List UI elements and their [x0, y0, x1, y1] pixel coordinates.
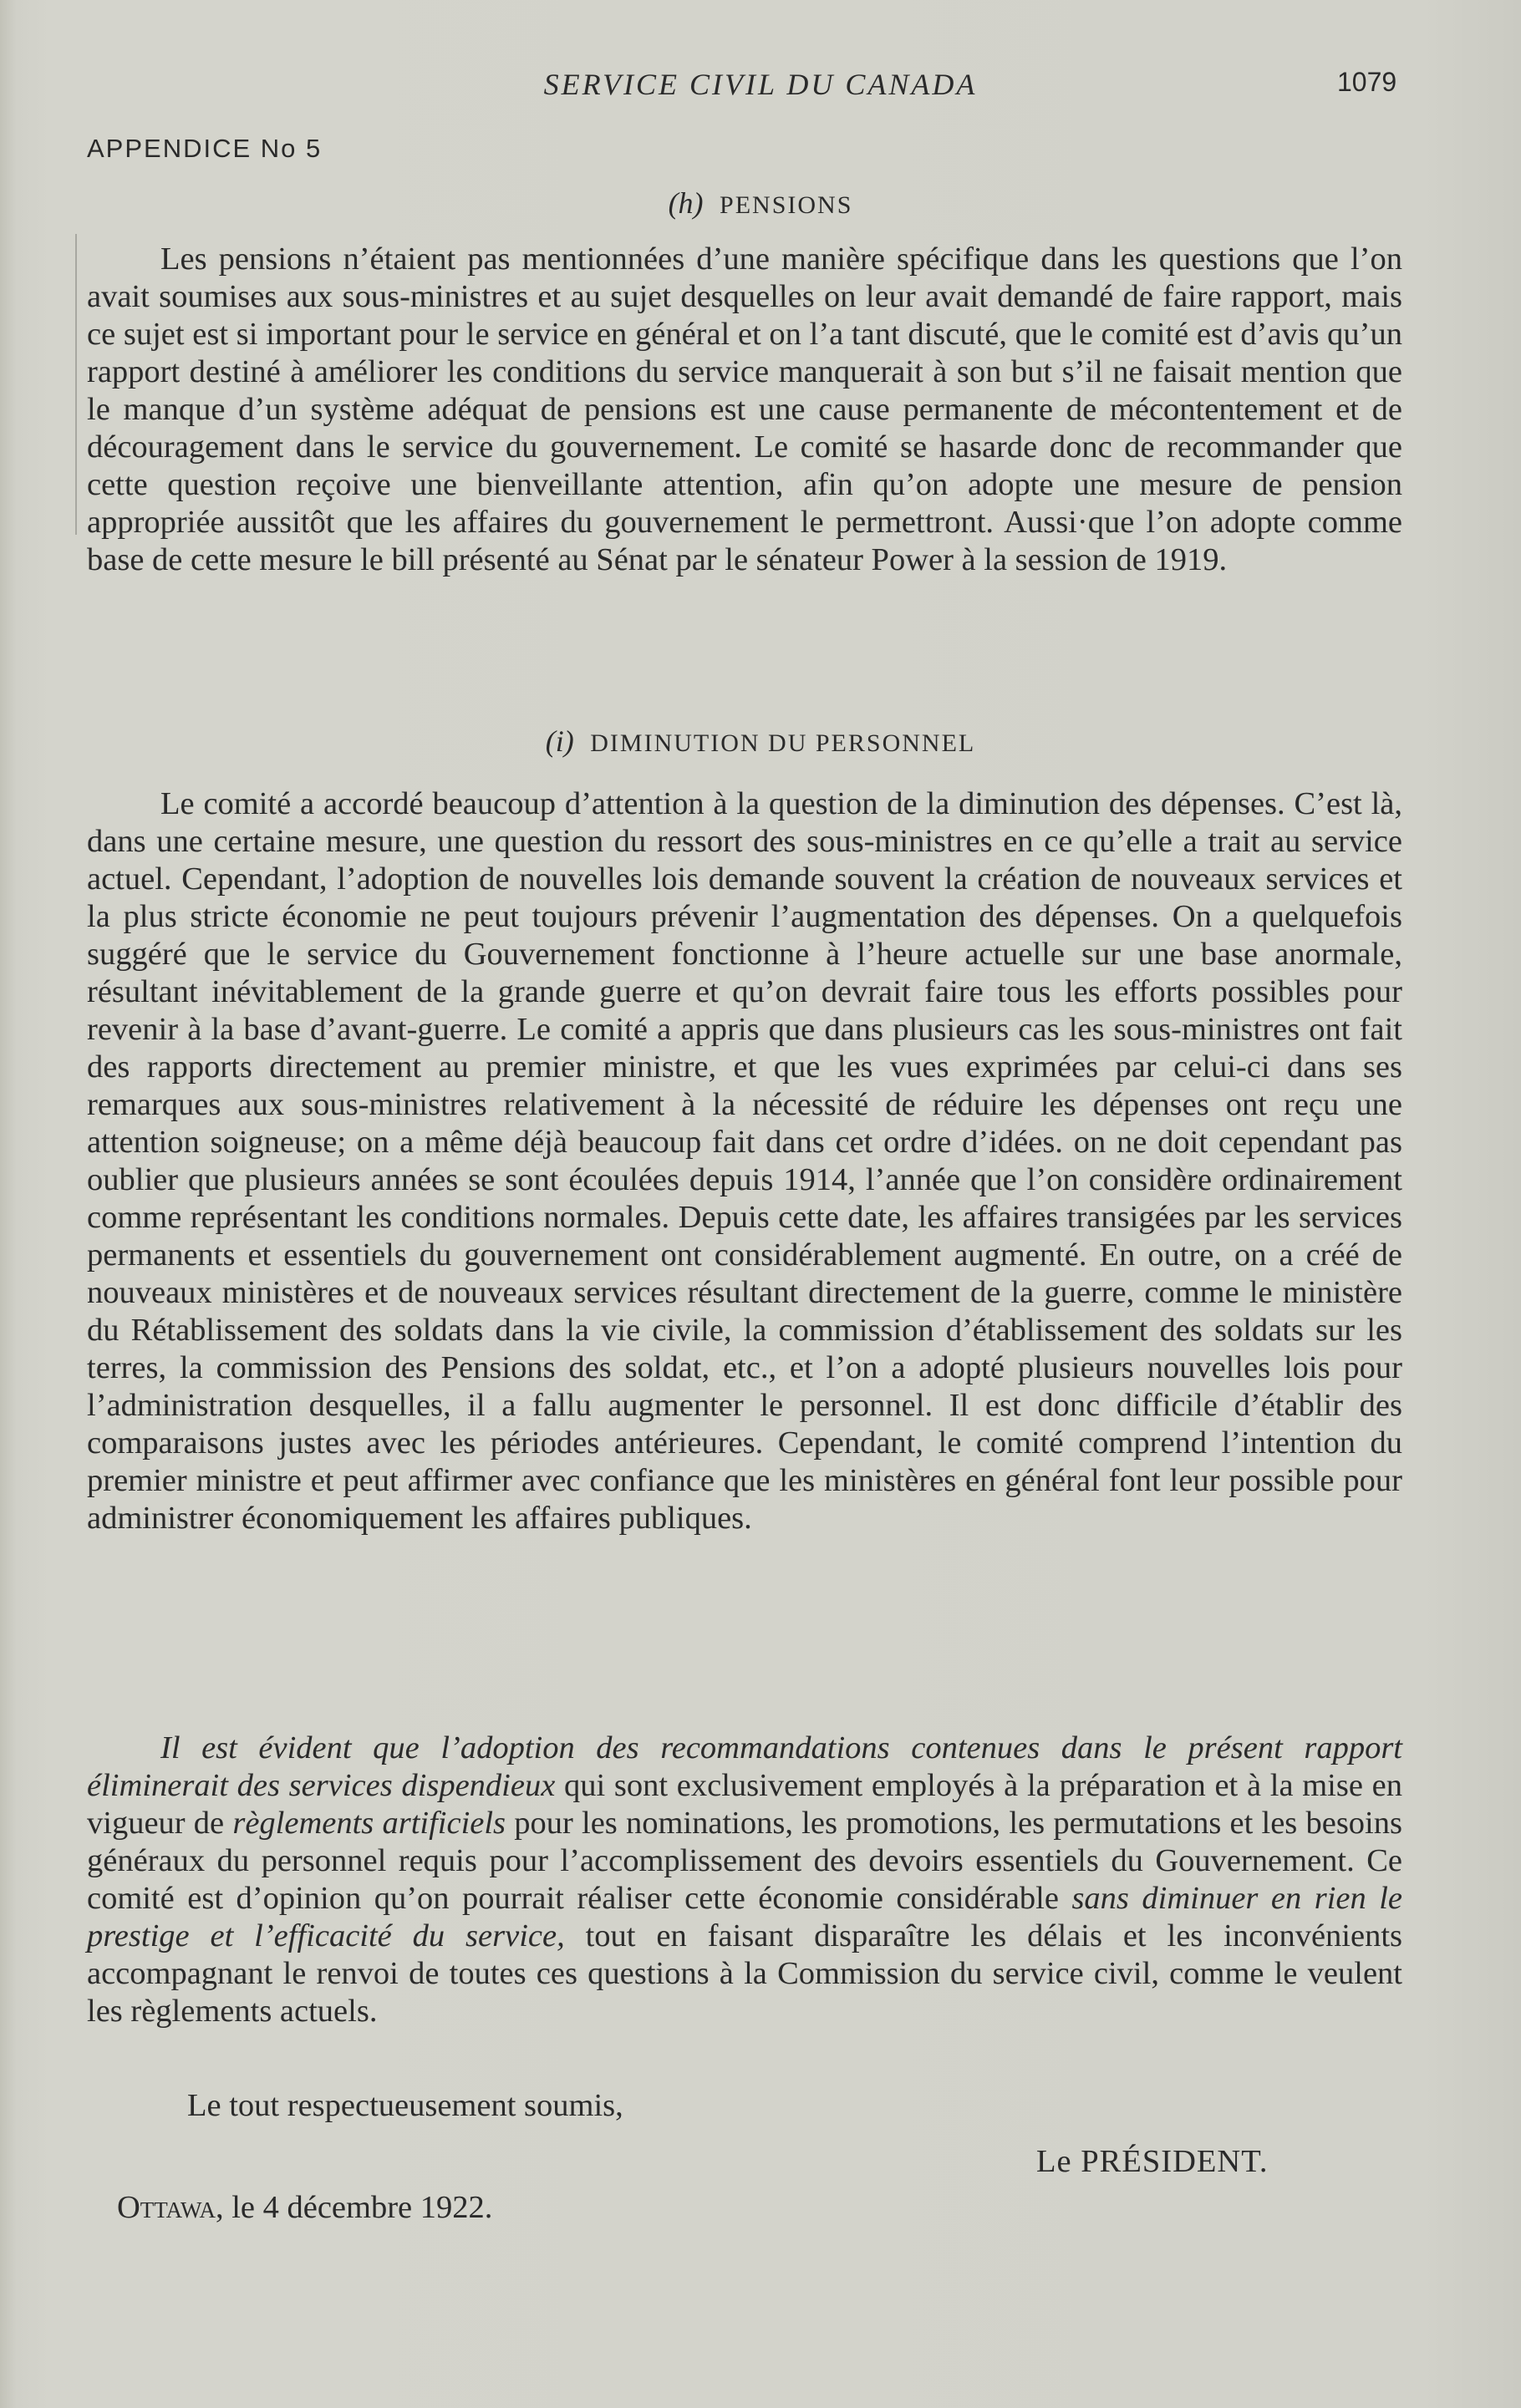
section-heading-diminution	[0, 724, 1521, 759]
conclusion-italic-1: Il est évident que l’adoption des recommandations contenues dans le présent rapport éliminerait des services dispendieux	[87, 1730, 1402, 1803]
conclusion-italic-3: règlements artificiels	[232, 1806, 506, 1841]
conclusion-text-2: qui sont exclusivement employés à la préparation et à la mise en vigueur de	[87, 1768, 1403, 1841]
place-date	[117, 2189, 492, 2226]
conclusion-text-6: tout en faisant disparaître les délais et les inconvénients accompagnant le renvoi de toutes ces questions à la Commission du service civil, comme le veulent les règlements actuels.	[87, 1918, 1402, 2029]
signature: Le PRÉSIDENT.	[1036, 2144, 1269, 2179]
section-letter: (h)	[668, 186, 704, 220]
running-title: SERVICE CIVIL DU CANADA	[543, 68, 978, 101]
section-title: PENSIONS	[720, 191, 853, 219]
closing-salutation: Le tout respectueusement soumis,	[187, 2088, 623, 2123]
section-letter: (i)	[545, 724, 574, 758]
date: le 4 décembre 1922.	[223, 2190, 493, 2225]
conclusion-italic-5: sans diminuer en rien le prestige et l’efficacité du service,	[87, 1881, 1402, 1953]
appendix-label: APPENDICE No 5	[87, 134, 323, 163]
page-number: 1079	[1337, 67, 1397, 97]
place: Ottawa,	[117, 2190, 224, 2225]
conclusion-text-4: pour les nominations, les promotions, les permutations et les besoins généraux du personnel requis pour l’accomplissement des devoirs essentiels du Gouvernement. Ce comité est d’opinion qu’on pourrait réaliser cette économie considérable	[87, 1806, 1402, 1916]
paragraph-diminution: Le comité a accordé beaucoup d’attention à la question de la diminution des dépenses. C’est là, dans une certaine mesure, une question du ressort des sous-ministres en ce qu’elle a trait au service actuel. Cependant, l’adoption de nouvelles lois demande souvent la création de nouveaux services et la plus stricte économie ne peut toujours prévenir l’augmentation des dépenses. On a quelquefois suggéré que le service du Gouvernement fonctionne à l’heure actuelle sur une base anormale, résultant inévitablement de la grande guerre et qu’on devrait faire tous les efforts possibles pour revenir à la base d’avant-guerre. Le comité a appris que dans plusieurs cas les sous-ministres ont fait des rapports directement au premier ministre, et que les vues exprimées par celui-ci dans ses remarques aux sous-ministres relativement à la nécessité de réduire les dépenses ont reçu une attention soigneuse; on a même déjà beaucoup fait dans cet ordre d’idées. on ne doit cependant pas oublier que plusieurs années se sont écoulées depuis 1914, l’année que l’on considère ordinairement comme représentant les conditions normales. Depuis cette date, les affaires transigées par les services permanents et essentiels du gouvernement ont considérablement augmenté. En outre, on a créé de nouveaux ministères et de nouveaux services résultant directement de la guerre, comme le ministère du Rétablissement des soldats dans la vie civile, la commission d’établissement des soldats sur les terres, la commission des Pensions des soldat, etc., et l’on a adopté plusieurs nouvelles lois pour l’administration desquelles, il a fallu augmenter le personnel. Il est donc difficile d’établir des comparaisons justes avec les périodes antérieures. Cependant, le comité comprend l’intention du premier ministre et peut affirmer avec confiance que les ministères en général font leur possible pour administrer économiquement les affaires publiques.	[87, 786, 1402, 1536]
section-title: DIMINUTION DU PERSONNEL	[590, 729, 976, 757]
margin-line-mark	[75, 234, 77, 535]
section-heading-pensions	[0, 185, 1521, 221]
paragraph-conclusion	[87, 1730, 1402, 2030]
paragraph-pensions: Les pensions n’étaient pas mentionnées d’une manière spécifique dans les questions que l’on avait soumises aux sous-ministres et au sujet desquelles on leur avait demandé de faire rapport, mais ce sujet est si important pour le service en général et on l’a tant discuté, que le comité est d’avis qu’un rapport destiné à améliorer les conditions du service manquerait à son but s’il ne faisait mention que le manque d’un système adéquat de pensions est une cause permanente de mécontentement et de découragement dans le service du gouvernement. Le comité se hasarde donc de recommander que cette question reçoive une bienveillante attention, afin qu’on adopte une mesure de pension appropriée aussitôt que les affaires du gouvernement le permettront. Aussi·que l’on adopte comme base de cette mesure le bill présenté au Sénat par le sénateur Power à la session de 1919.	[87, 241, 1402, 577]
